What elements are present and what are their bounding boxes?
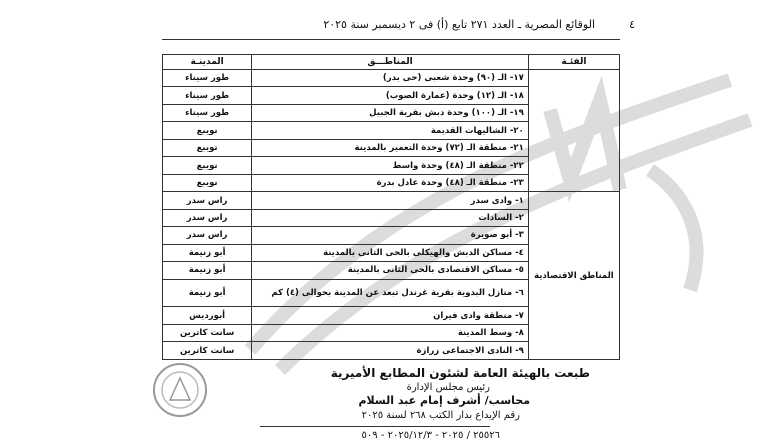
gazette-issue-title: الوقائع المصرية ـ العدد ٢٧١ تابع (أ) فى ٢ ديسمبر سنة ٢٠٢٥ bbox=[323, 18, 595, 31]
area-cell: ٢١- منطقة الـ (٧٢) وحدة التعمير بالمدينة bbox=[252, 139, 529, 156]
table-header-row bbox=[163, 55, 620, 70]
category-cell-empty bbox=[528, 70, 619, 192]
city-cell: أبو زنيمة bbox=[163, 244, 252, 261]
area-cell: ٦- منازل البدوية بقرية غرندل تبعد عن المدينة بحوالى (٤) كم bbox=[252, 279, 529, 307]
city-cell: طور سيناء bbox=[163, 104, 252, 121]
board-title: رئيس مجلس الإدارة bbox=[406, 382, 490, 393]
city-cell: سانت كاترين bbox=[163, 324, 252, 341]
page-number: ٤ bbox=[629, 18, 635, 31]
government-printing-seal-icon bbox=[150, 360, 210, 420]
area-cell: ٢٢- منطقة الـ (٤٨) وحدة واسط bbox=[252, 157, 529, 174]
area-cell: ٤- مساكن الدبش والهيكلى بالحى الثانى بالمدينة bbox=[252, 244, 529, 261]
area-cell: ٩- النادى الاجتماعى زرازة bbox=[252, 342, 529, 360]
city-cell: أبورديس bbox=[163, 307, 252, 324]
category-cell-economic-zones: المناطق الاقتصادية bbox=[528, 192, 619, 360]
area-cell: ١٩- الـ (١٠٠) وحدة دبش بقرية الجبيل bbox=[252, 104, 529, 121]
reference-code: ٢٥٥٢٦ / ٢٠٢٥ - ٢٠٢٥/١٢/٣ - ٥٠٩ bbox=[361, 430, 500, 441]
header-divider bbox=[162, 39, 620, 40]
city-cell: راس سدر bbox=[163, 192, 252, 209]
column-header-category: الفئـة bbox=[528, 55, 619, 70]
city-cell: راس سدر bbox=[163, 209, 252, 226]
city-cell: راس سدر bbox=[163, 227, 252, 244]
city-cell: أبو زنيمة bbox=[163, 279, 252, 307]
table-row bbox=[163, 192, 620, 209]
printer-line: طبعت بالهيئة العامة لشئون المطابع الأميرية bbox=[330, 366, 590, 380]
area-cell: ٨- وسط المدينة bbox=[252, 324, 529, 341]
city-cell: سانت كاترين bbox=[163, 342, 252, 360]
city-cell: أبو زنيمة bbox=[163, 262, 252, 279]
city-cell: طور سيناء bbox=[163, 70, 252, 87]
area-cell: ٥- مساكن الاقتصادى بالحى الثانى بالمدينة bbox=[252, 262, 529, 279]
column-header-city: المدينـة bbox=[163, 55, 252, 70]
area-cell: ٢- السادات bbox=[252, 209, 529, 226]
area-cell: ١- وادى سدر bbox=[252, 192, 529, 209]
city-cell: نويبع bbox=[163, 122, 252, 139]
city-cell: نويبع bbox=[163, 157, 252, 174]
city-cell: نويبع bbox=[163, 174, 252, 191]
areas-table bbox=[162, 54, 620, 360]
city-cell: نويبع bbox=[163, 139, 252, 156]
area-cell: ٢٠- الشاليهات القديمة bbox=[252, 122, 529, 139]
area-cell: ١٧- الـ (٩٠) وحدة شعبى (حى بدر) bbox=[252, 70, 529, 87]
deposit-number: رقم الإيداع بدار الكتب ٢٦٨ لسنة ٢٠٢٥ bbox=[361, 410, 520, 421]
page-header bbox=[165, 18, 635, 32]
column-header-areas: المناطـــق bbox=[252, 55, 529, 70]
area-cell: ٢٣- منطقة الـ (٤٨) وحدة عادل بدرة bbox=[252, 174, 529, 191]
area-cell: ٧- منطقة وادى فيران bbox=[252, 307, 529, 324]
table-row bbox=[163, 70, 620, 87]
signer-name: محاسب/ أشرف إمام عبد السلام bbox=[358, 394, 530, 407]
footer-divider bbox=[260, 426, 490, 427]
city-cell: طور سيناء bbox=[163, 87, 252, 104]
area-cell: ٣- أبو صويرة bbox=[252, 227, 529, 244]
area-cell: ١٨- الـ (١٢) وحدة (عمارة الصوب) bbox=[252, 87, 529, 104]
